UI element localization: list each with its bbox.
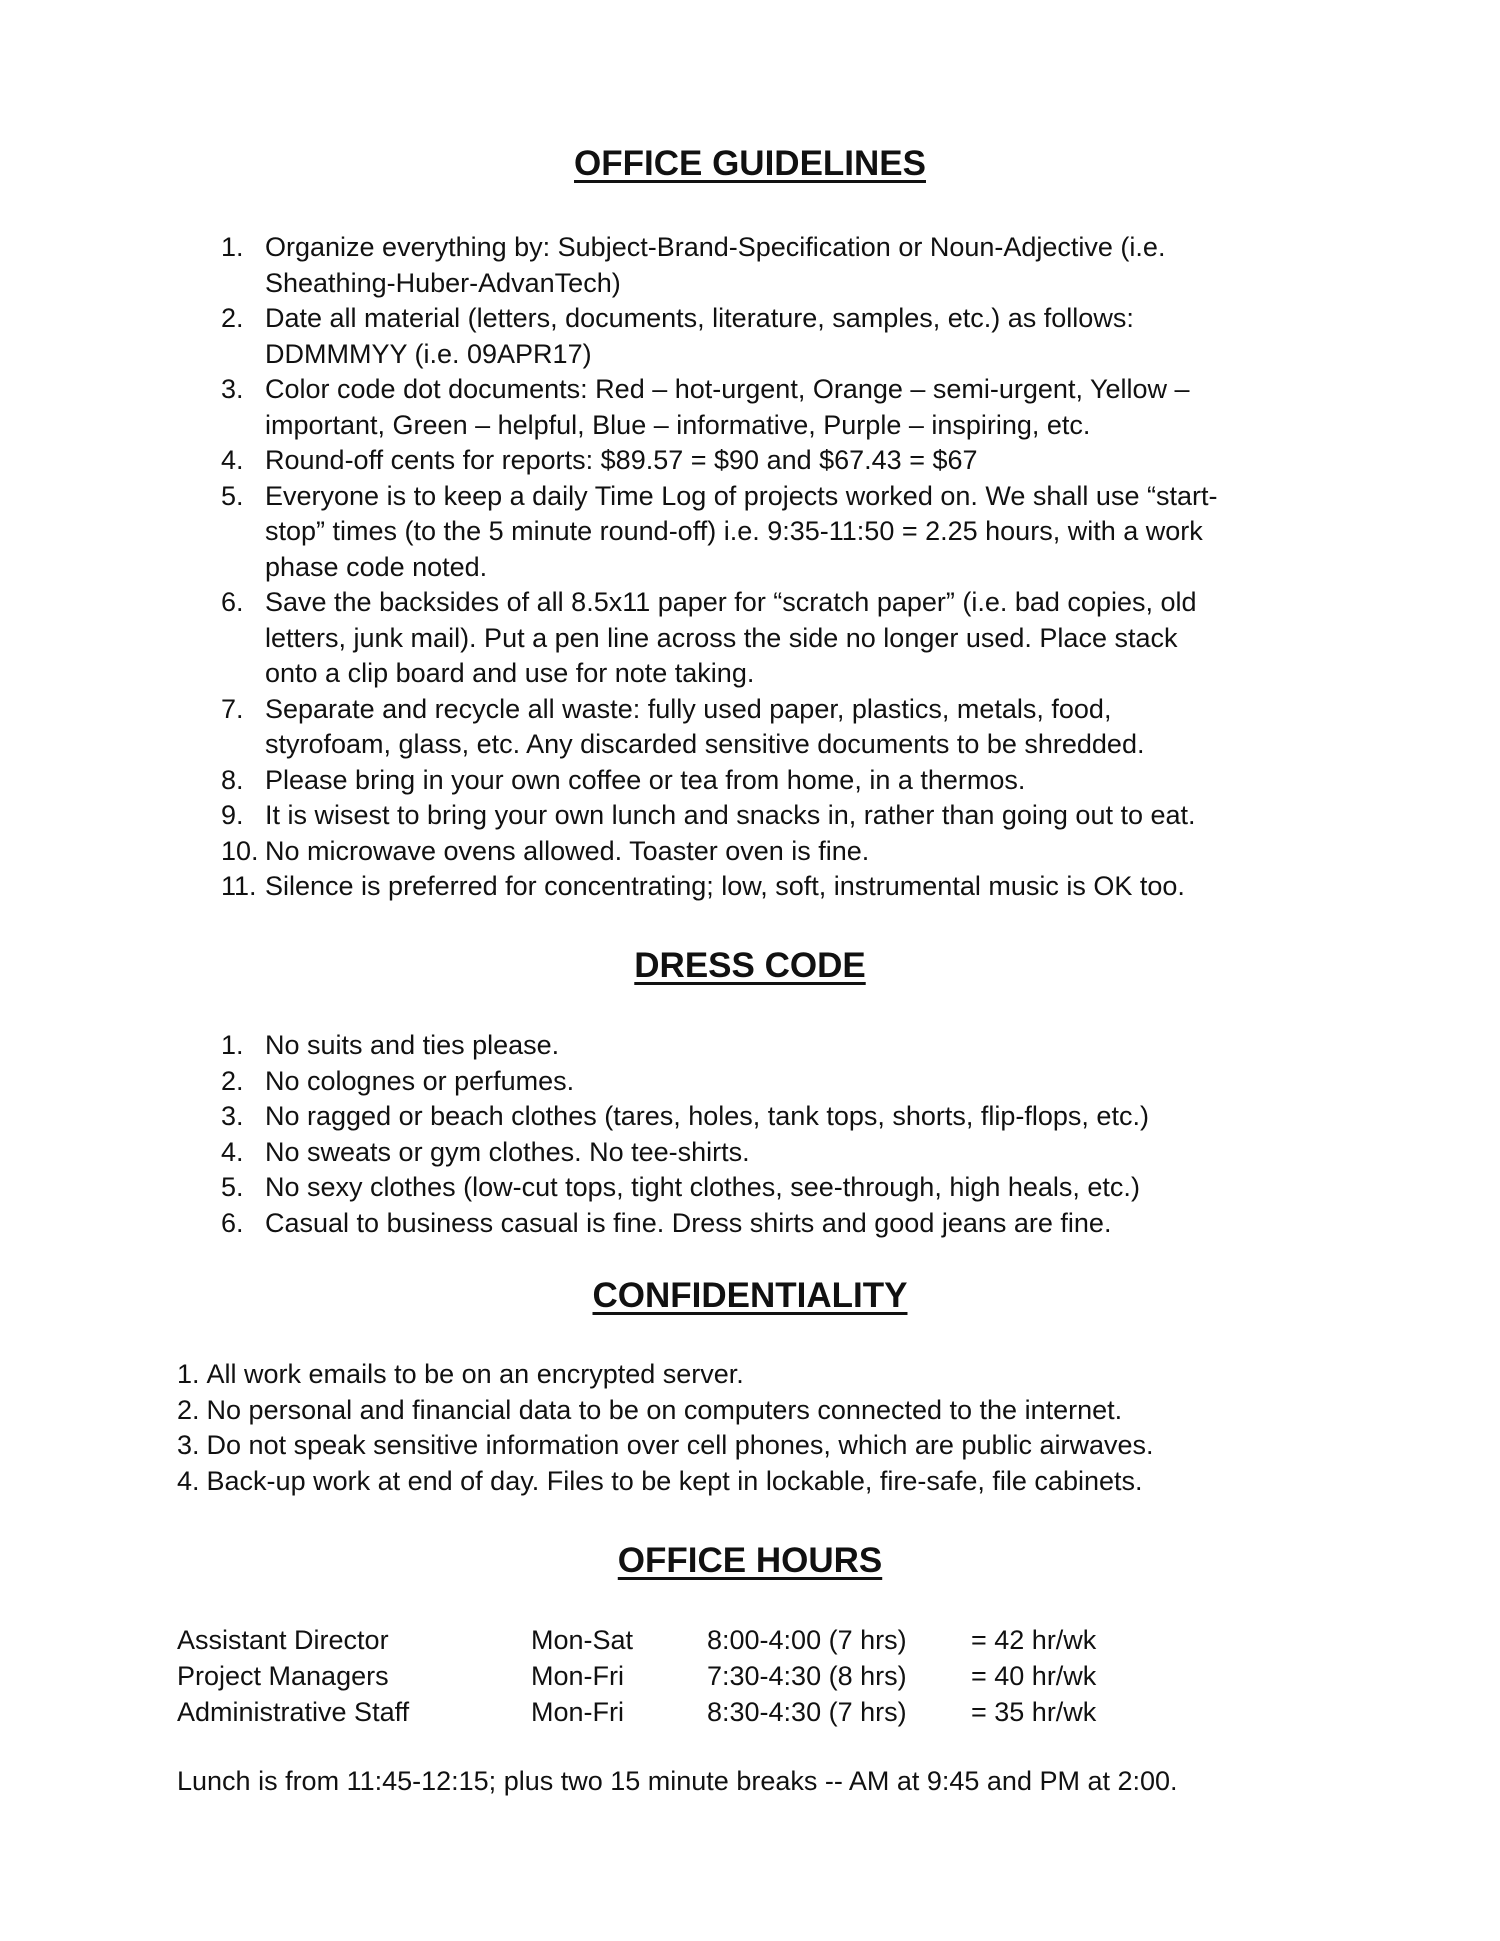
days: Mon-Fri bbox=[531, 1697, 624, 1727]
item-text: stop” times (to the 5 minute round-off) i.e. 9:35-11:50 = 2.25 hours, with a work bbox=[265, 516, 1203, 546]
item-text: letters, junk mail). Put a pen line across the side no longer used. Place stack bbox=[265, 622, 1178, 653]
item-text: It is wisest to bring your own lunch and snacks in, rather than going out to eat. bbox=[265, 800, 1196, 830]
list-item bbox=[221, 443, 1217, 479]
time: 7:30-4:30 (8 hrs) bbox=[707, 1661, 907, 1691]
item-text: Silence is preferred for concentrating; low, soft, instrumental music is OK too. bbox=[265, 871, 1185, 901]
list-item bbox=[221, 1064, 1149, 1100]
item-text: No sexy clothes (low-cut tops, tight clothes, see-through, high heals, etc.) bbox=[265, 1172, 1140, 1202]
days: Mon-Fri bbox=[531, 1661, 624, 1691]
role: Assistant Director bbox=[177, 1625, 389, 1655]
list-item bbox=[221, 1099, 1149, 1135]
list-item bbox=[221, 1206, 1149, 1242]
heading-office-hours: OFFICE HOURS bbox=[617, 1541, 883, 1580]
item-text: Do not speak sensitive information over cell phones, which are public airwaves. bbox=[206, 1430, 1154, 1460]
list-item bbox=[221, 585, 1217, 692]
item-text: Please bring in your own coffee or tea from home, in a thermos. bbox=[265, 764, 1026, 795]
heading-dress-code: DRESS CODE bbox=[634, 946, 866, 985]
item-text: No suits and ties please. bbox=[265, 1030, 560, 1060]
lunch-note: Lunch is from 11:45-12:15; plus two 15 minute breaks -- AM at 9:45 and PM at 2:00. bbox=[177, 1766, 1178, 1796]
item-text: No sweats or gym clothes. No tee-shirts. bbox=[265, 1136, 750, 1167]
list-item bbox=[221, 798, 1217, 834]
list-item bbox=[221, 479, 1217, 586]
dress-code-list bbox=[221, 1028, 1149, 1241]
time: 8:30-4:30 (7 hrs) bbox=[707, 1697, 907, 1727]
list-item bbox=[221, 301, 1217, 372]
list-item bbox=[221, 834, 1217, 870]
total: = 35 hr/wk bbox=[971, 1697, 1097, 1727]
item-number: 7. bbox=[221, 693, 244, 724]
list-item bbox=[221, 1135, 1149, 1171]
list-item bbox=[177, 1393, 1154, 1429]
item-text: No microwave ovens allowed. Toaster oven is fine. bbox=[265, 835, 870, 866]
list-item bbox=[177, 1428, 1154, 1464]
item-text: Back-up work at end of day. Files to be kept in lockable, fire-safe, file cabinets. bbox=[206, 1465, 1143, 1496]
item-number: 6. bbox=[221, 1207, 244, 1238]
item-text: Round-off cents for reports: $89.57 = $90 and $67.43 = $67 bbox=[265, 445, 978, 475]
item-text: Separate and recycle all waste: fully used paper, plastics, metals, food, bbox=[265, 693, 1112, 724]
list-item bbox=[177, 1357, 1154, 1393]
list-item bbox=[221, 372, 1217, 443]
item-number: 9. bbox=[221, 800, 244, 830]
item-text: Date all material (letters, documents, literature, samples, etc.) as follows: bbox=[265, 303, 1134, 333]
list-item bbox=[221, 869, 1217, 905]
item-number: 1. bbox=[221, 232, 244, 262]
item-text: Save the backsides of all 8.5x11 paper for “scratch paper” (i.e. bad copies, old bbox=[265, 587, 1197, 617]
item-number: 5. bbox=[221, 1172, 244, 1202]
item-number: 8. bbox=[221, 764, 244, 795]
item-text: No personal and financial data to be on computers connected to the internet. bbox=[206, 1394, 1123, 1425]
list-item bbox=[221, 1028, 1149, 1064]
item-text: No ragged or beach clothes (tares, holes, tank tops, shorts, flip-flops, etc.) bbox=[265, 1101, 1149, 1131]
item-number: 2. bbox=[221, 303, 244, 333]
item-text: important, Green – helpful, Blue – informative, Purple – inspiring, etc. bbox=[265, 409, 1091, 440]
role: Project Managers bbox=[177, 1661, 389, 1691]
role: Administrative Staff bbox=[177, 1697, 410, 1727]
item-number: 1. bbox=[177, 1359, 200, 1389]
item-number: 4. bbox=[221, 1136, 244, 1167]
item-text: phase code noted. bbox=[265, 551, 488, 582]
item-text: Organize everything by: Subject-Brand-Specification or Noun-Adjective (i.e. bbox=[265, 232, 1166, 262]
list-item bbox=[221, 230, 1217, 301]
item-text: Sheathing-Huber-AdvanTech) bbox=[265, 267, 621, 298]
confidentiality-list bbox=[177, 1357, 1154, 1499]
item-number: 11. bbox=[221, 871, 257, 901]
item-number: 5. bbox=[221, 480, 244, 511]
item-number: 10. bbox=[221, 835, 259, 866]
item-number: 2. bbox=[221, 1065, 244, 1096]
total: = 40 hr/wk bbox=[971, 1661, 1097, 1691]
item-number: 3. bbox=[221, 374, 244, 404]
item-text: Casual to business casual is fine. Dress shirts and good jeans are fine. bbox=[265, 1207, 1112, 1238]
days: Mon-Sat bbox=[531, 1625, 634, 1655]
time: 8:00-4:00 (7 hrs) bbox=[707, 1625, 907, 1655]
item-text: No colognes or perfumes. bbox=[265, 1065, 575, 1096]
guidelines-list bbox=[221, 230, 1217, 905]
item-number: 6. bbox=[221, 587, 244, 617]
heading-office-guidelines: OFFICE GUIDELINES bbox=[574, 144, 926, 183]
item-text: onto a clip board and use for note taking. bbox=[265, 658, 755, 688]
item-text: All work emails to be on an encrypted server. bbox=[206, 1359, 744, 1389]
item-number: 4. bbox=[177, 1465, 200, 1496]
item-number: 2. bbox=[177, 1394, 200, 1425]
list-item bbox=[177, 1464, 1154, 1500]
item-number: 1. bbox=[221, 1030, 244, 1060]
item-number: 3. bbox=[221, 1101, 244, 1131]
item-text: DDMMMYY (i.e. 09APR17) bbox=[265, 338, 592, 369]
item-text: styrofoam, glass, etc. Any discarded sensitive documents to be shredded. bbox=[265, 729, 1145, 759]
total: = 42 hr/wk bbox=[971, 1625, 1097, 1655]
heading-confidentiality: CONFIDENTIALITY bbox=[592, 1276, 908, 1315]
item-text: Everyone is to keep a daily Time Log of projects worked on. We shall use “start- bbox=[265, 480, 1218, 511]
list-item bbox=[221, 763, 1217, 799]
item-text: Color code dot documents: Red – hot-urgent, Orange – semi-urgent, Yellow – bbox=[265, 374, 1190, 404]
list-item bbox=[221, 1170, 1149, 1206]
item-number: 3. bbox=[177, 1430, 200, 1460]
list-item bbox=[221, 692, 1217, 763]
item-number: 4. bbox=[221, 445, 244, 475]
